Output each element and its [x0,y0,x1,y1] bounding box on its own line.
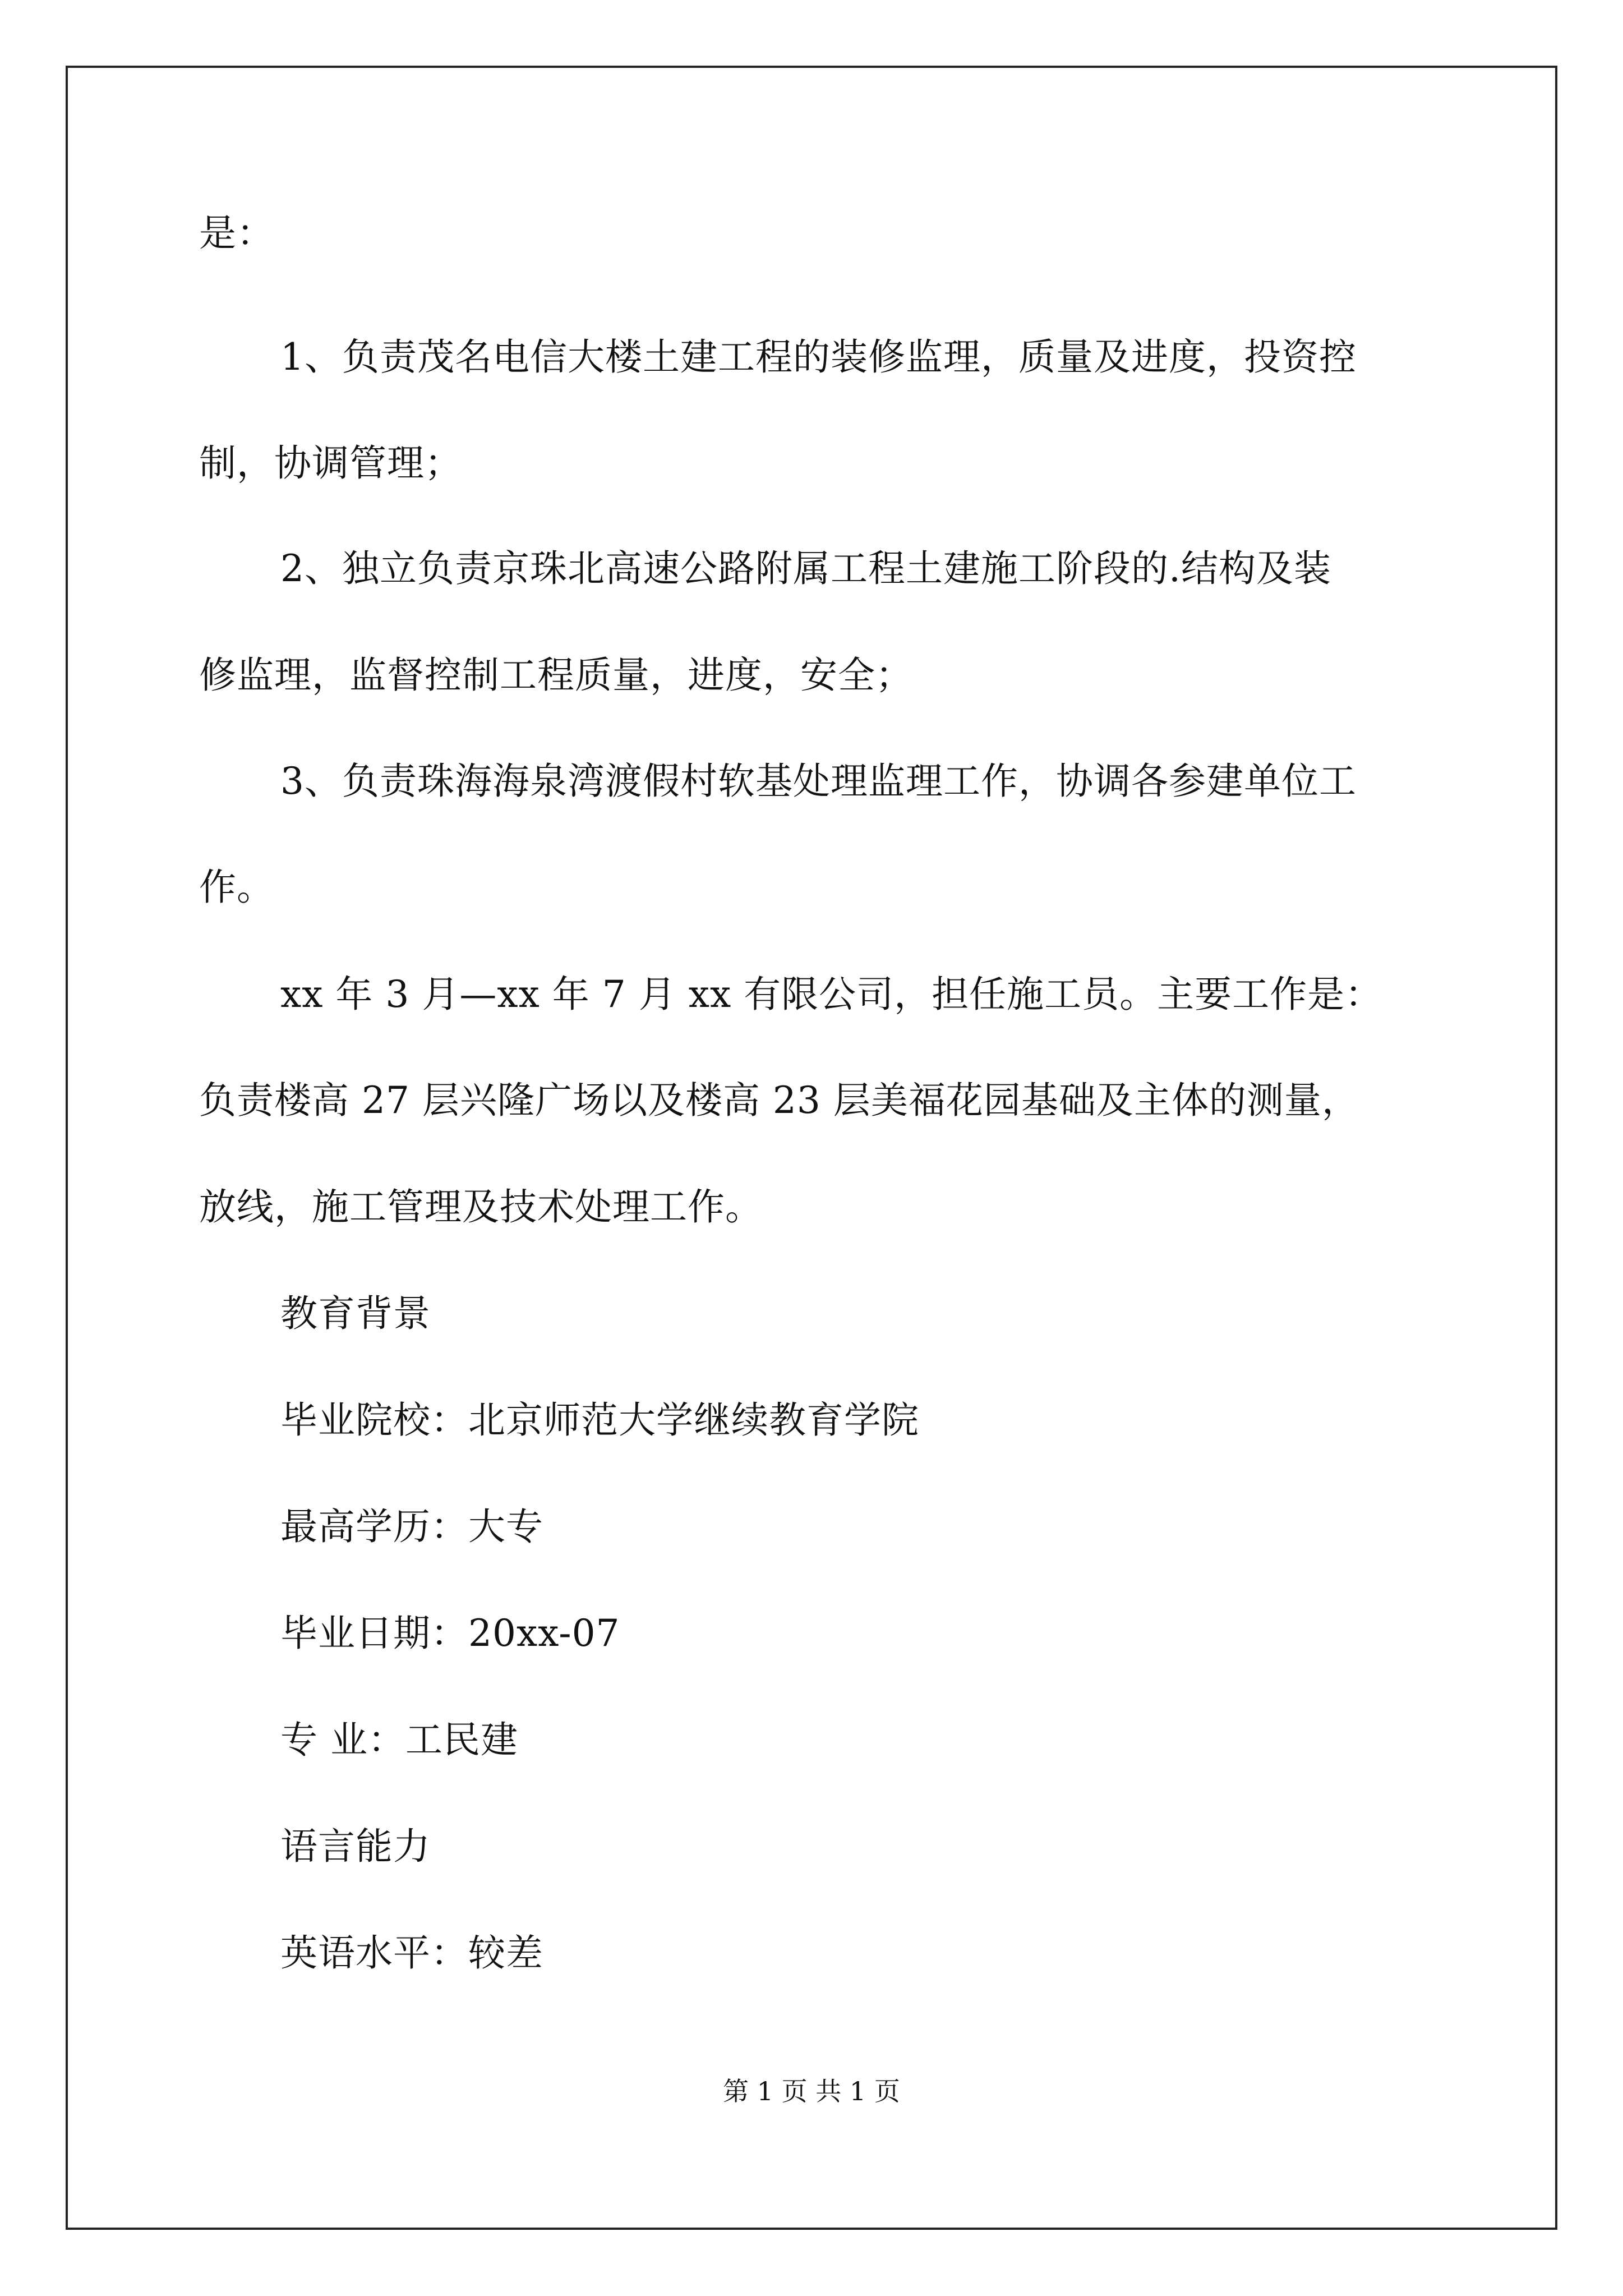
text-line: 英语水平：较差 [280,1931,543,1975]
text-line: 制，协调管理； [199,441,462,485]
text-line: 3、负责珠海海泉湾渡假村软基处理监理工作，协调各参建单位工 [280,760,1357,803]
text-line: 负责楼高 27 层兴隆广场以及楼高 23 层美福花园基础及主体的测量， [199,1079,1359,1122]
text-line: 是： [199,211,274,255]
text-line: 毕业院校：北京师范大学继续教育学院 [280,1398,919,1442]
text-line: xx 年 3 月—xx 年 7 月 xx 有限公司，担任施工员。主要工作是： [280,973,1383,1016]
page-footer: 第 1 页 共 1 页 [723,2076,900,2106]
text-line: 最高学历：大专 [280,1505,543,1548]
text-line: 毕业日期：20xx-07 [280,1612,620,1655]
text-line: 2、独立负责京珠北高速公路附属工程土建施工阶段的.结构及装 [280,547,1331,590]
text-line: 1、负责茂名电信大楼土建工程的装修监理，质量及进度，投资控 [280,335,1357,379]
text-line: 作。 [199,866,274,909]
text-line: 专 业：工民建 [280,1718,518,1761]
page-border [66,66,1557,2230]
section-heading: 语言能力 [280,1825,431,1868]
section-heading: 教育背景 [280,1292,431,1335]
text-line: 修监理，监督控制工程质量，进度，安全； [199,654,913,697]
text-line: 放线，施工管理及技术处理工作。 [199,1185,763,1228]
